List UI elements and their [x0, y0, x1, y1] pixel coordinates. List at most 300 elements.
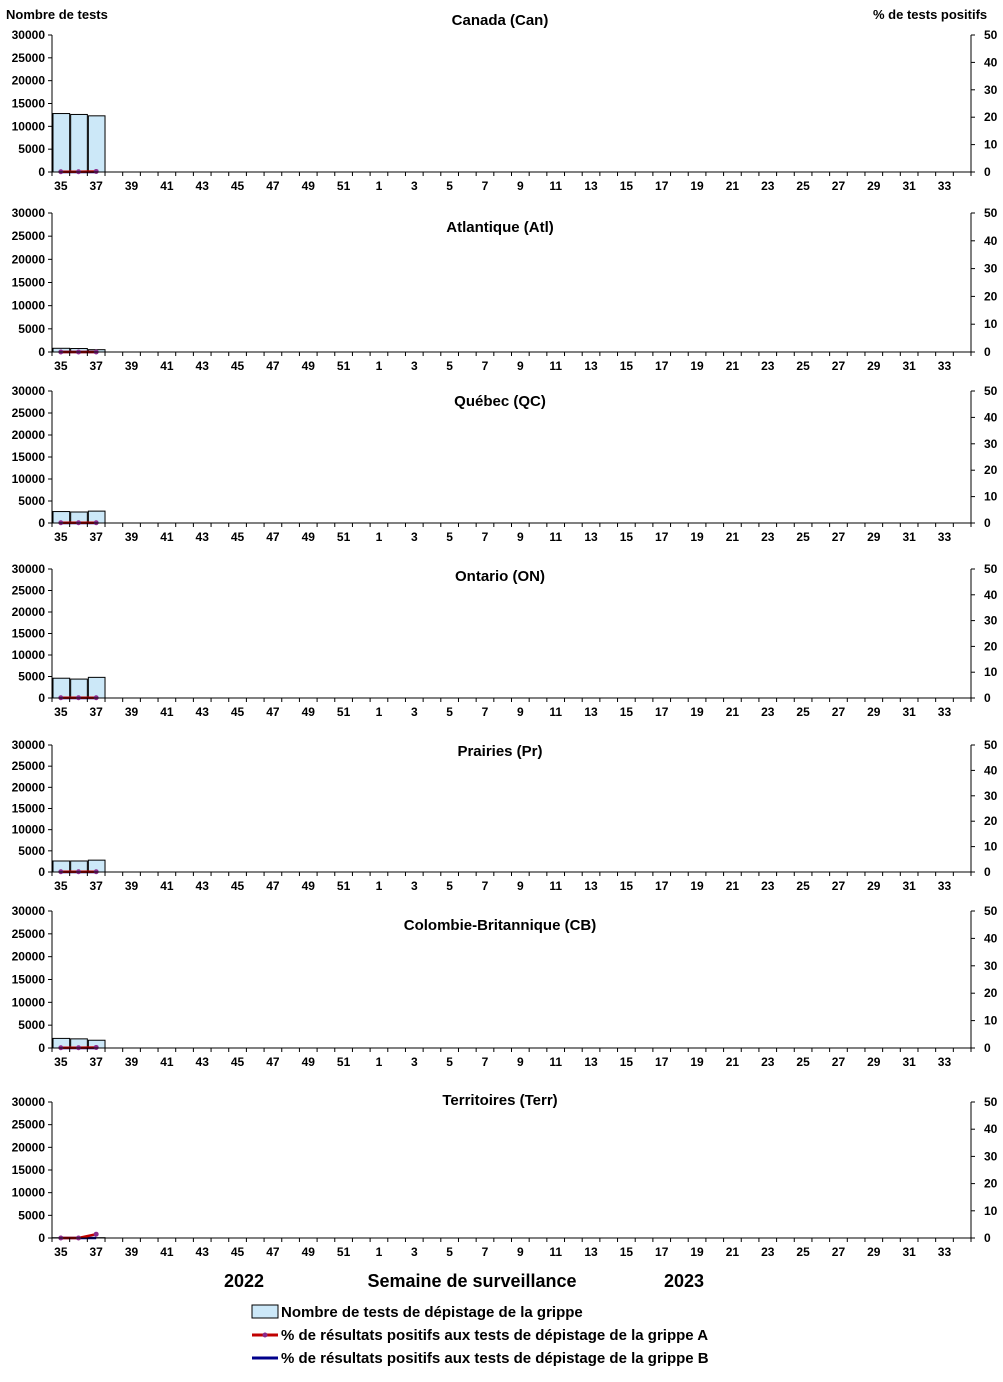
- x-tick-label: 31: [902, 1055, 916, 1069]
- x-tick-label: 33: [937, 879, 952, 893]
- x-tick-label: 1: [375, 359, 383, 373]
- y-right-tick-label: 50: [984, 28, 998, 42]
- x-tick-label: 47: [266, 359, 280, 373]
- x-tick-label: 5: [446, 179, 453, 193]
- x-tick-label: 7: [481, 879, 489, 893]
- panel-0: [12, 12, 998, 193]
- x-tick-label: 17: [655, 1055, 669, 1069]
- x-tick-label: 25: [796, 179, 810, 193]
- x-tick-label: 3: [410, 179, 418, 193]
- legend-swatch-bars: [252, 1305, 278, 1318]
- bar: [53, 678, 70, 698]
- x-tick-label: 37: [89, 1245, 103, 1259]
- y-left-tick-label: 5000: [18, 1208, 45, 1223]
- x-tick-label: 41: [160, 879, 174, 893]
- x-tick-label: 35: [54, 1245, 68, 1259]
- bar: [71, 114, 88, 172]
- x-tick-label: 17: [655, 705, 669, 719]
- x-tick-label: 43: [195, 359, 209, 373]
- x-tick-label: 35: [54, 359, 68, 373]
- y-right-tick-label: 30: [984, 261, 998, 276]
- panel-title: Canada (Can): [451, 12, 549, 29]
- x-tick-label: 11: [549, 705, 563, 719]
- panel-1: [12, 206, 998, 373]
- x-tick-label: 15: [619, 530, 634, 544]
- x-tick-label: 39: [124, 359, 139, 373]
- y-right-tick-label: 20: [984, 639, 998, 654]
- x-tick-label: 51: [336, 879, 351, 893]
- x-tick-label: 31: [902, 879, 916, 893]
- x-tick-label: 15: [619, 705, 634, 719]
- x-tick-label: 9: [516, 1055, 524, 1069]
- panel-5: [12, 904, 998, 1069]
- y-right-tick-label: 10: [984, 665, 998, 680]
- x-tick-label: 41: [160, 530, 174, 544]
- y-right-tick-label: 10: [984, 489, 998, 504]
- x-tick-label: 9: [516, 1245, 524, 1259]
- x-tick-label: 29: [867, 530, 881, 544]
- y-left-tick-label: 20000: [11, 780, 45, 795]
- x-tick-label: 23: [761, 705, 775, 719]
- y-right-tick-label: 20: [984, 986, 998, 1001]
- x-tick-label: 19: [690, 879, 704, 893]
- y-left-tick-label: 25000: [11, 1117, 45, 1132]
- y-right-tick-label: 20: [984, 1176, 998, 1191]
- x-axis-label: Semaine de surveillance: [367, 1271, 577, 1291]
- panel-4: [12, 738, 998, 893]
- bar: [88, 677, 105, 698]
- x-tick-label: 27: [831, 530, 846, 544]
- year-label-2023: 2023: [663, 1271, 705, 1291]
- y-left-tick-label: 15000: [11, 96, 45, 111]
- x-tick-label: 5: [446, 530, 453, 544]
- x-tick-label: 1: [375, 179, 383, 193]
- x-tick-label: 35: [54, 1055, 68, 1069]
- x-tick-label: 13: [584, 705, 598, 719]
- y-left-tick-label: 25000: [11, 50, 45, 65]
- x-tick-label: 49: [301, 1055, 315, 1069]
- x-tick-label: 43: [195, 1245, 209, 1259]
- y-left-tick-label: 30000: [11, 904, 45, 918]
- x-tick-label: 23: [761, 879, 775, 893]
- x-tick-label: 13: [584, 359, 598, 373]
- y-right-tick-label: 10: [984, 839, 998, 854]
- x-tick-label: 43: [195, 179, 209, 193]
- x-tick-label: 1: [375, 530, 383, 544]
- y-right-tick-label: 30: [984, 788, 998, 803]
- x-tick-label: 47: [266, 1245, 280, 1259]
- x-tick-label: 35: [54, 530, 68, 544]
- x-tick-label: 9: [516, 705, 524, 719]
- x-tick-label: 39: [124, 705, 139, 719]
- x-tick-label: 41: [160, 1055, 174, 1069]
- y-left-tick-label: 5000: [18, 843, 45, 858]
- x-tick-label: 39: [124, 1245, 139, 1259]
- x-tick-label: 21: [725, 530, 740, 544]
- y-left-tick-label: 15000: [11, 801, 45, 816]
- point-flu-a: [94, 169, 99, 174]
- x-tick-label: 3: [410, 705, 418, 719]
- y-right-tick-label: 0: [984, 345, 991, 359]
- x-tick-label: 29: [867, 359, 881, 373]
- y-right-tick-label: 30: [984, 613, 998, 628]
- y-left-tick-label: 25000: [11, 229, 45, 244]
- x-tick-label: 39: [124, 879, 139, 893]
- x-tick-label: 15: [619, 879, 634, 893]
- x-tick-label: 27: [831, 359, 846, 373]
- x-tick-label: 11: [549, 359, 563, 373]
- y-left-tick-label: 15000: [11, 1163, 45, 1177]
- y-right-tick-label: 40: [984, 55, 998, 70]
- x-tick-label: 33: [937, 179, 952, 193]
- y-left-tick-label: 25000: [11, 759, 45, 774]
- legend: [252, 1304, 709, 1367]
- x-tick-label: 25: [796, 1055, 810, 1069]
- bar: [71, 679, 88, 698]
- x-tick-label: 23: [761, 1245, 775, 1259]
- x-tick-label: 17: [655, 179, 669, 193]
- x-tick-label: 49: [301, 359, 315, 373]
- x-tick-label: 23: [761, 179, 775, 193]
- bar: [88, 116, 105, 172]
- y-right-tick-label: 50: [984, 562, 998, 576]
- x-tick-label: 19: [690, 179, 704, 193]
- x-tick-label: 15: [619, 1245, 634, 1259]
- x-tick-label: 7: [481, 359, 489, 373]
- x-tick-label: 47: [266, 705, 280, 719]
- y-left-tick-label: 30000: [11, 1095, 45, 1109]
- x-tick-label: 11: [549, 1055, 563, 1069]
- y-left-tick-label: 5000: [18, 1018, 45, 1033]
- y-left-tick-label: 30000: [11, 562, 45, 576]
- y-right-tick-label: 40: [984, 587, 998, 602]
- y-left-tick-label: 10000: [11, 298, 45, 313]
- x-tick-label: 21: [725, 359, 740, 373]
- panel-title: Ontario (ON): [455, 568, 545, 585]
- y-left-axis-label: Nombre de tests: [6, 7, 108, 22]
- y-left-tick-label: 20000: [11, 73, 45, 88]
- y-left-tick-label: 30000: [11, 206, 45, 220]
- x-tick-label: 5: [446, 359, 453, 373]
- panel-title: Québec (QC): [454, 393, 546, 410]
- panels: [12, 12, 998, 1259]
- x-tick-label: 15: [619, 1055, 634, 1069]
- y-right-tick-label: 40: [984, 763, 998, 778]
- x-tick-label: 9: [516, 179, 524, 193]
- legend-label-flu-a: % de résultats positifs aux tests de dépistage de la grippe A: [281, 1327, 709, 1344]
- x-tick-label: 1: [375, 705, 383, 719]
- x-tick-label: 21: [725, 705, 740, 719]
- y-left-tick-label: 5000: [18, 669, 45, 684]
- y-left-tick-label: 20000: [11, 949, 45, 964]
- x-tick-label: 45: [230, 879, 245, 893]
- x-tick-label: 31: [902, 179, 916, 193]
- x-tick-label: 41: [160, 705, 174, 719]
- y-left-tick-label: 20000: [11, 252, 45, 267]
- x-tick-label: 45: [230, 1055, 245, 1069]
- y-left-tick-label: 10000: [11, 119, 45, 134]
- x-tick-label: 9: [516, 879, 524, 893]
- y-left-tick-label: 0: [38, 691, 45, 705]
- x-tick-label: 19: [690, 1245, 704, 1259]
- x-tick-label: 25: [796, 359, 810, 373]
- x-tick-label: 43: [195, 1055, 209, 1069]
- x-tick-label: 31: [902, 359, 916, 373]
- point-flu-a: [94, 1232, 99, 1237]
- x-tick-label: 37: [89, 705, 103, 719]
- x-tick-label: 43: [195, 705, 209, 719]
- y-right-tick-label: 30: [984, 1149, 998, 1164]
- x-tick-label: 49: [301, 879, 315, 893]
- x-tick-label: 23: [761, 530, 775, 544]
- panel-6: [12, 1092, 998, 1259]
- y-right-tick-label: 10: [984, 1013, 998, 1028]
- x-tick-label: 11: [549, 530, 563, 544]
- panel-title: Colombie-Britannique (CB): [403, 917, 597, 934]
- y-left-tick-label: 0: [38, 1041, 45, 1055]
- y-left-tick-label: 30000: [11, 28, 45, 42]
- legend-marker-flu-a: [263, 1333, 268, 1338]
- year-label-2022: 2022: [223, 1271, 265, 1291]
- x-tick-label: 17: [655, 359, 669, 373]
- point-flu-a: [94, 1045, 99, 1050]
- x-tick-label: 21: [725, 179, 740, 193]
- x-tick-label: 23: [761, 1055, 775, 1069]
- x-tick-label: 21: [725, 1245, 740, 1259]
- x-tick-label: 39: [124, 179, 139, 193]
- x-tick-label: 21: [725, 879, 740, 893]
- x-tick-label: 17: [655, 1245, 669, 1259]
- y-right-tick-label: 10: [984, 317, 998, 332]
- x-tick-label: 27: [831, 1245, 846, 1259]
- x-tick-label: 21: [725, 1055, 740, 1069]
- x-tick-label: 3: [410, 1245, 418, 1259]
- x-tick-label: 19: [690, 1055, 704, 1069]
- x-tick-label: 3: [410, 879, 418, 893]
- y-left-tick-label: 20000: [11, 428, 45, 442]
- y-left-tick-label: 10000: [11, 472, 45, 486]
- x-tick-label: 1: [375, 1055, 383, 1069]
- x-tick-label: 31: [902, 530, 916, 544]
- y-right-tick-label: 0: [984, 165, 991, 179]
- y-right-tick-label: 0: [984, 691, 991, 705]
- y-left-tick-label: 20000: [11, 1140, 45, 1155]
- x-tick-label: 3: [410, 1055, 418, 1069]
- x-tick-label: 7: [481, 179, 489, 193]
- x-tick-label: 49: [301, 1245, 315, 1259]
- x-tick-label: 19: [690, 359, 704, 373]
- x-tick-label: 5: [446, 1055, 453, 1069]
- y-left-tick-label: 0: [38, 345, 45, 359]
- y-right-tick-label: 50: [984, 206, 998, 220]
- x-tick-label: 3: [410, 530, 418, 544]
- y-left-tick-label: 0: [38, 165, 45, 179]
- x-tick-label: 19: [690, 705, 704, 719]
- x-tick-label: 51: [336, 530, 351, 544]
- x-tick-label: 35: [54, 879, 68, 893]
- x-tick-label: 51: [336, 705, 351, 719]
- y-right-tick-label: 20: [984, 814, 998, 829]
- y-right-tick-label: 40: [984, 233, 998, 248]
- x-tick-label: 35: [54, 179, 68, 193]
- panel-2: [12, 384, 998, 544]
- y-left-tick-label: 5000: [18, 494, 45, 508]
- x-tick-label: 29: [867, 705, 881, 719]
- x-tick-label: 9: [516, 530, 524, 544]
- y-left-tick-label: 10000: [11, 648, 45, 662]
- x-tick-label: 51: [336, 179, 351, 193]
- y-left-tick-label: 0: [38, 516, 45, 530]
- x-tick-label: 7: [481, 530, 489, 544]
- x-tick-label: 29: [867, 1055, 881, 1069]
- x-tick-label: 29: [867, 179, 881, 193]
- x-tick-label: 25: [796, 530, 810, 544]
- x-tick-label: 51: [336, 359, 351, 373]
- legend-label-bars: Nombre de tests de dépistage de la grippe: [281, 1304, 583, 1321]
- y-left-tick-label: 25000: [11, 406, 45, 420]
- x-tick-label: 41: [160, 179, 174, 193]
- x-tick-label: 49: [301, 530, 315, 544]
- x-tick-label: 33: [937, 1055, 952, 1069]
- y-right-tick-label: 0: [984, 865, 991, 879]
- x-tick-label: 49: [301, 179, 315, 193]
- y-left-tick-label: 10000: [11, 822, 45, 837]
- x-tick-label: 45: [230, 179, 245, 193]
- x-tick-label: 19: [690, 530, 704, 544]
- x-tick-label: 5: [446, 705, 453, 719]
- bar: [53, 114, 70, 172]
- x-tick-label: 41: [160, 359, 174, 373]
- x-tick-label: 27: [831, 705, 846, 719]
- x-tick-label: 33: [937, 359, 952, 373]
- y-right-tick-label: 50: [984, 1095, 998, 1109]
- x-tick-label: 11: [549, 879, 563, 893]
- x-tick-label: 15: [619, 179, 634, 193]
- x-tick-label: 39: [124, 530, 139, 544]
- x-tick-label: 31: [902, 705, 916, 719]
- x-tick-label: 33: [937, 530, 952, 544]
- x-tick-label: 3: [410, 359, 418, 373]
- y-left-tick-label: 0: [38, 1231, 45, 1245]
- x-tick-label: 13: [584, 179, 598, 193]
- x-tick-label: 29: [867, 879, 881, 893]
- x-tick-label: 17: [655, 879, 669, 893]
- x-tick-label: 7: [481, 1245, 489, 1259]
- y-left-tick-label: 25000: [11, 926, 45, 941]
- x-tick-label: 37: [89, 1055, 103, 1069]
- y-left-tick-label: 15000: [11, 450, 45, 464]
- y-left-tick-label: 15000: [11, 275, 45, 290]
- x-tick-label: 7: [481, 1055, 489, 1069]
- x-tick-label: 47: [266, 530, 280, 544]
- y-right-tick-label: 50: [984, 384, 998, 398]
- x-tick-label: 51: [336, 1055, 351, 1069]
- x-tick-label: 13: [584, 530, 598, 544]
- legend-label-flu-b: % de résultats positifs aux tests de dépistage de la grippe B: [281, 1350, 709, 1367]
- y-right-tick-label: 30: [984, 436, 998, 451]
- x-tick-label: 13: [584, 1055, 598, 1069]
- x-tick-label: 9: [516, 359, 524, 373]
- x-tick-label: 11: [549, 1245, 563, 1259]
- y-left-tick-label: 5000: [18, 142, 45, 157]
- x-tick-label: 43: [195, 879, 209, 893]
- panel-title: Prairies (Pr): [457, 743, 543, 760]
- y-right-tick-label: 0: [984, 1041, 991, 1055]
- x-tick-label: 7: [481, 705, 489, 719]
- x-tick-label: 35: [54, 705, 68, 719]
- x-tick-label: 27: [831, 1055, 846, 1069]
- y-left-tick-label: 15000: [11, 626, 45, 641]
- x-tick-label: 25: [796, 879, 810, 893]
- x-tick-label: 5: [446, 1245, 453, 1259]
- y-right-tick-label: 10: [984, 1203, 998, 1218]
- panel-title: Territoires (Terr): [442, 1092, 558, 1109]
- y-left-tick-label: 30000: [11, 384, 45, 398]
- y-right-tick-label: 20: [984, 289, 998, 304]
- panel-title: Atlantique (Atl): [446, 219, 554, 236]
- x-tick-label: 27: [831, 879, 846, 893]
- x-tick-label: 45: [230, 530, 245, 544]
- x-tick-label: 5: [446, 879, 453, 893]
- y-right-tick-label: 30: [984, 82, 998, 97]
- x-tick-label: 27: [831, 179, 846, 193]
- y-left-tick-label: 30000: [11, 738, 45, 752]
- y-left-tick-label: 20000: [11, 605, 45, 619]
- y-left-tick-label: 0: [38, 865, 45, 879]
- x-tick-label: 15: [619, 359, 634, 373]
- x-tick-label: 23: [761, 359, 775, 373]
- x-tick-label: 33: [937, 1245, 952, 1259]
- x-tick-label: 43: [195, 530, 209, 544]
- y-left-tick-label: 25000: [11, 583, 45, 598]
- x-tick-label: 37: [89, 179, 103, 193]
- panel-3: [12, 562, 998, 719]
- y-right-tick-label: 10: [984, 137, 998, 152]
- y-right-tick-label: 0: [984, 1231, 991, 1245]
- x-tick-label: 17: [655, 530, 669, 544]
- x-tick-label: 47: [266, 1055, 280, 1069]
- x-tick-label: 33: [937, 705, 952, 719]
- x-tick-label: 47: [266, 879, 280, 893]
- y-left-tick-label: 5000: [18, 321, 45, 336]
- x-tick-label: 41: [160, 1245, 174, 1259]
- x-tick-label: 37: [89, 879, 103, 893]
- x-tick-label: 45: [230, 1245, 245, 1259]
- y-right-tick-label: 0: [984, 516, 991, 530]
- y-right-tick-label: 50: [984, 904, 998, 918]
- x-tick-label: 39: [124, 1055, 139, 1069]
- x-tick-label: 1: [375, 1245, 383, 1259]
- x-tick-label: 37: [89, 359, 103, 373]
- y-right-tick-label: 50: [984, 738, 998, 752]
- x-tick-label: 31: [902, 1245, 916, 1259]
- y-right-tick-label: 40: [984, 931, 998, 946]
- x-tick-label: 11: [549, 179, 563, 193]
- x-tick-label: 25: [796, 1245, 810, 1259]
- x-tick-label: 37: [89, 530, 103, 544]
- x-tick-label: 47: [266, 179, 280, 193]
- x-tick-label: 45: [230, 359, 245, 373]
- y-right-tick-label: 30: [984, 958, 998, 973]
- x-tick-label: 1: [375, 879, 383, 893]
- y-right-tick-label: 40: [984, 1122, 998, 1137]
- y-left-tick-label: 10000: [11, 995, 45, 1010]
- x-tick-label: 51: [336, 1245, 351, 1259]
- y-left-tick-label: 10000: [11, 1185, 45, 1200]
- x-tick-label: 13: [584, 1245, 598, 1259]
- x-tick-label: 29: [867, 1245, 881, 1259]
- y-right-tick-label: 20: [984, 463, 998, 478]
